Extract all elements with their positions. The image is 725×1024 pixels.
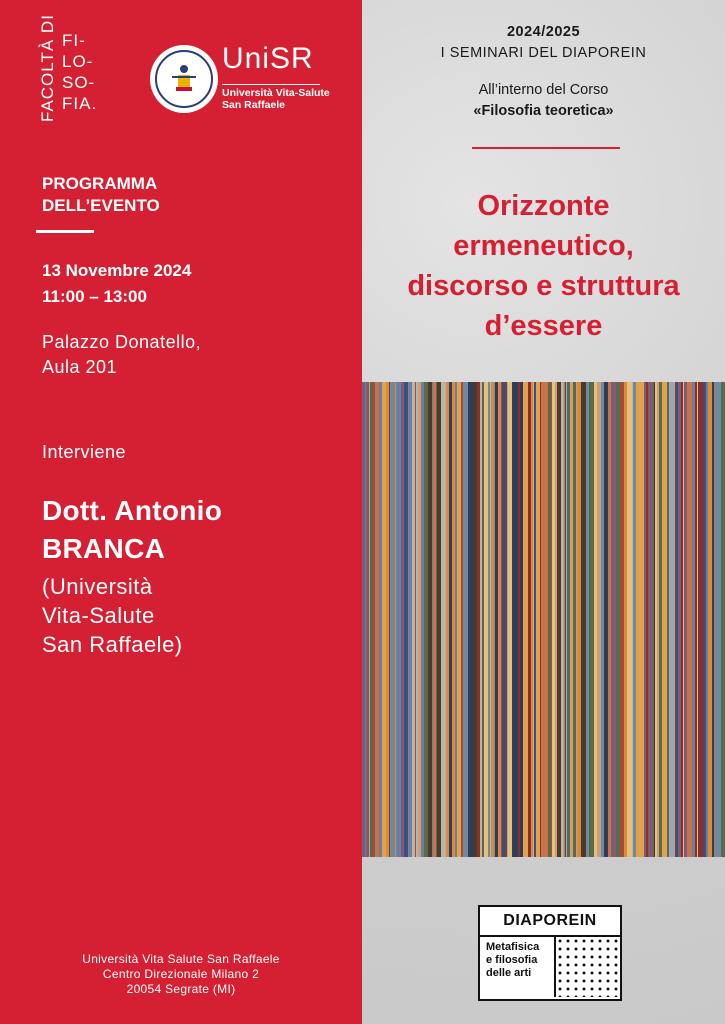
diaporein-logo bbox=[478, 905, 622, 1001]
diaporein-logo-subtitle: Metafisica e filosofia delle arti bbox=[486, 941, 540, 979]
dot-pattern-icon bbox=[554, 937, 620, 997]
university-seal-icon bbox=[150, 45, 218, 113]
right-panel bbox=[362, 0, 725, 1024]
university-name: Università Vita-Salute San Raffaele bbox=[222, 87, 330, 111]
course-info bbox=[362, 80, 725, 122]
faculty-line: FIA. bbox=[62, 94, 98, 113]
color-stripes-image bbox=[362, 382, 725, 857]
university-logo-text: UniSR bbox=[222, 42, 314, 75]
course-name: «Filosofia teoretica» bbox=[473, 103, 614, 119]
event-date: 13 Novembre 2024 bbox=[42, 261, 192, 280]
event-datetime bbox=[42, 258, 191, 310]
academic-year: 2024/2025 bbox=[506, 24, 581, 40]
diaporein-logo-name: DIAPOREIN bbox=[480, 907, 620, 937]
speaker-intro: Interviene bbox=[42, 442, 127, 462]
course-intro: All’interno del Corso bbox=[478, 82, 609, 98]
university-address: Università Vita Salute San Raffaele Centro Direzionale Milano 2 20054 Segrate (MI) bbox=[82, 952, 280, 996]
series-header bbox=[362, 22, 725, 64]
title-divider bbox=[472, 147, 620, 149]
seminar-series: I SEMINARI DEL DIAPOREIN bbox=[440, 45, 647, 61]
event-location: Palazzo Donatello, Aula 201 bbox=[42, 332, 202, 377]
faculty-line: FI- bbox=[62, 31, 86, 50]
speaker-name: Dott. Antonio BRANCA bbox=[42, 495, 223, 564]
speaker-affiliation: (Università Vita-Salute San Raffaele) bbox=[42, 574, 183, 657]
faculty-line: LO- bbox=[62, 52, 94, 71]
seminar-title: Orizzonte ermeneutico, discorso e struttura d’essere bbox=[407, 190, 680, 342]
program-heading: PROGRAMMA DELL’EVENTO bbox=[42, 174, 160, 215]
left-panel bbox=[0, 0, 362, 1024]
faculty-line: SO- bbox=[62, 73, 96, 92]
faculty-vertical-text: FACOLTÀ DI bbox=[38, 14, 57, 122]
event-time: 11:00 – 13:00 bbox=[42, 287, 147, 306]
logo-divider bbox=[222, 84, 320, 85]
heading-underline bbox=[36, 230, 94, 233]
